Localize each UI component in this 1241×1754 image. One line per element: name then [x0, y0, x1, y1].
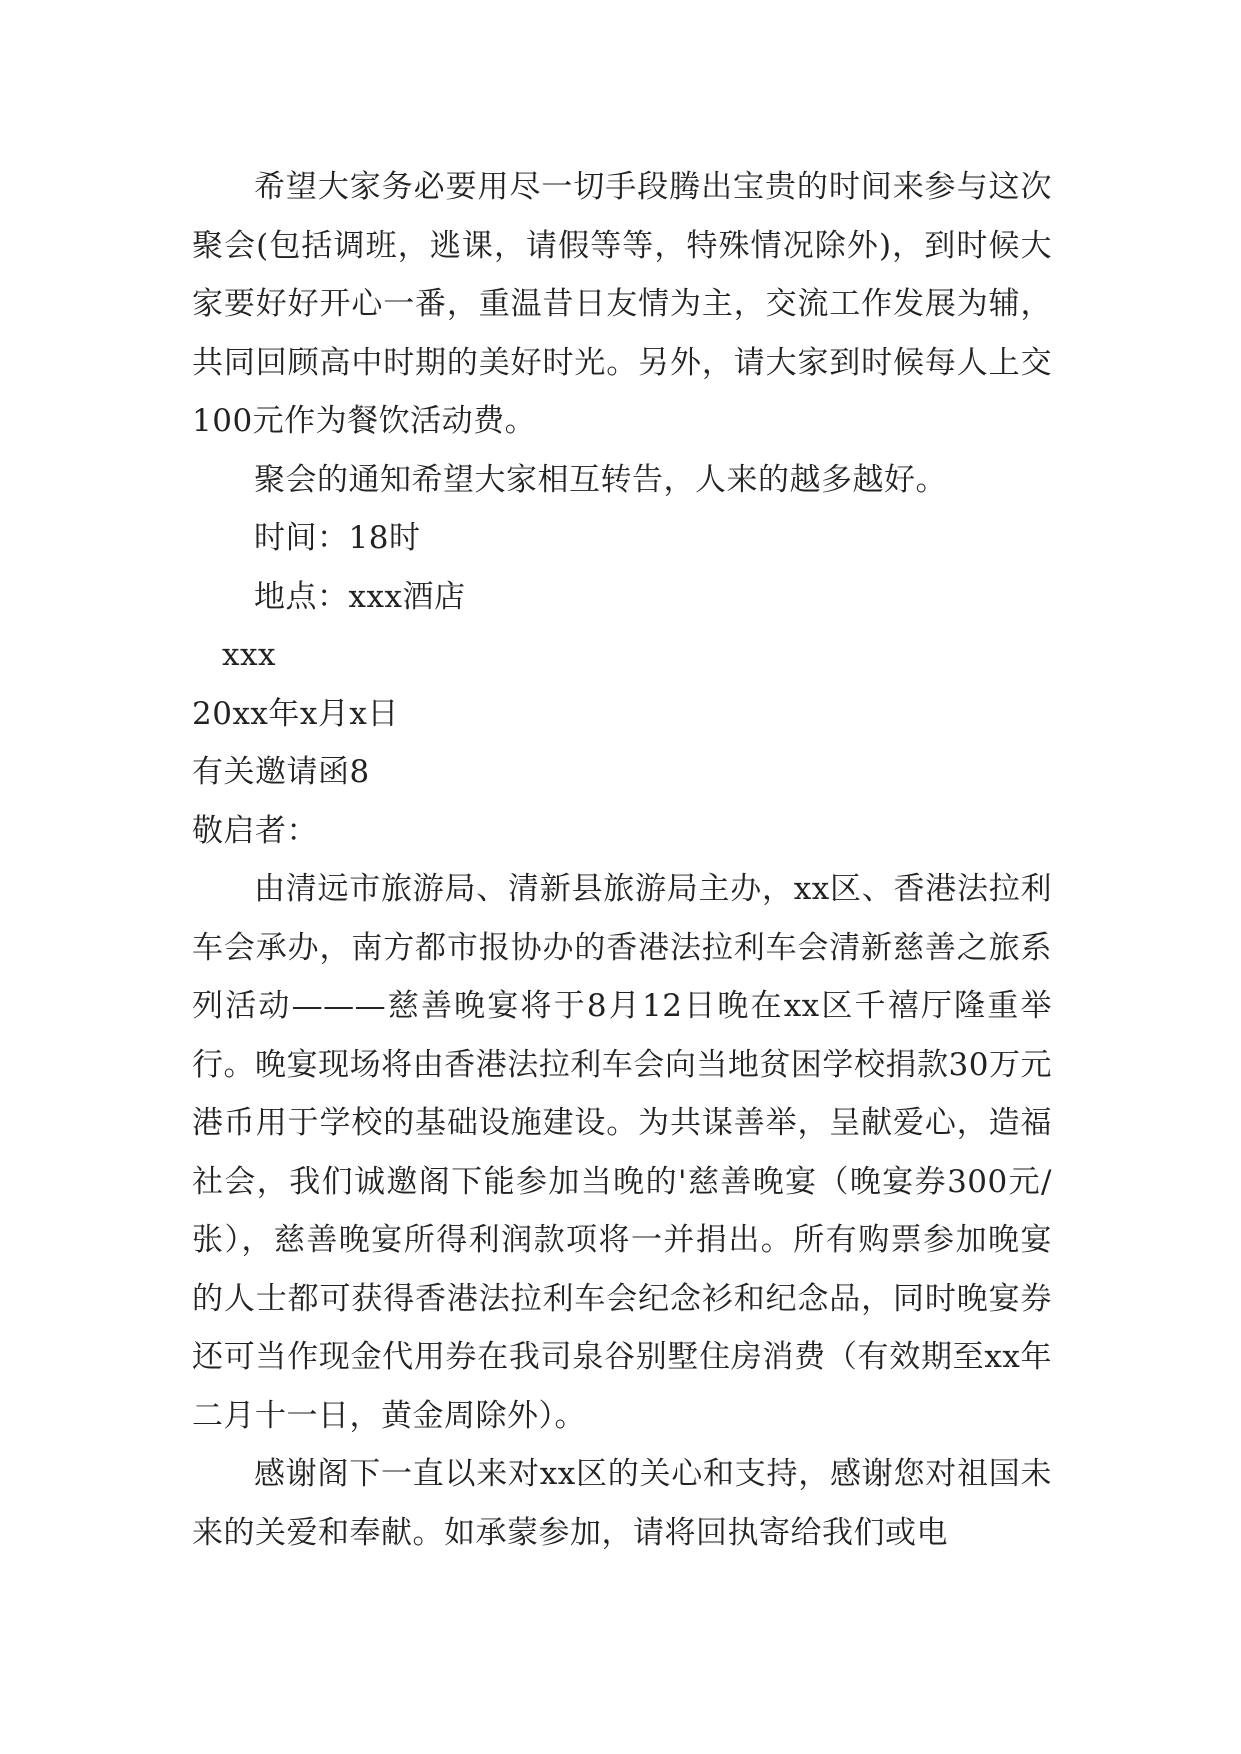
document-body	[192, 158, 1052, 1562]
paragraph-charity-dinner: 由清远市旅游局、清新县旅游局主办，xx区、香港法拉利车会承办，南方都市报协办的香港法拉利车会清新慈善之旅系列活动———慈善晚宴将于8月12日晚在xx区千禧厅隆重举行。晚宴现场将由香港法拉利车会向当地贫困学校捐款30万元港币用于学校的基础设施建设。为共谋善举，呈献爱心，造福社会，我们诚邀阁下能参加当晚的'慈善晚宴（晚宴券300元/张），慈善晚宴所得利润款项将一并捐出。所有购票参加晚宴的人士都可获得香港法拉利车会纪念衫和纪念品，同时晚宴券还可当作现金代用券在我司泉谷别墅住房消费（有效期至xx年二月十一日，黄金周除外）。	[192, 871, 1052, 1434]
paragraph-signature: xxx	[222, 637, 276, 673]
paragraph-time: 时间：18时	[254, 520, 421, 556]
paragraph-pass-notice: 聚会的通知希望大家相互转告，人来的越多越好。	[254, 461, 947, 498]
paragraph-date: 20xx年x月x日	[192, 695, 399, 732]
paragraph-reunion-request: 希望大家务必要用尽一切手段腾出宝贵的时间来参与这次聚会(包括调班，逃课，请假等等，特殊情况除外)，到时候大家要好好开心一番，重温昔日友情为主，交流工作发展为辅，共同回顾高中时期的美好时光。另外，请大家到时候每人上交100元作为餐饮活动费。	[192, 169, 1052, 439]
section-heading: 有关邀请函8	[192, 754, 370, 790]
paragraph-thanks: 感谢阁下一直以来对xx区的关心和支持，感谢您对祖国未来的关爱和奉献。如承蒙参加，请将回执寄给我们或电	[192, 1456, 1052, 1551]
salutation: 敬启者：	[192, 812, 318, 849]
paragraph-location: 地点：xxx酒店	[254, 578, 466, 615]
